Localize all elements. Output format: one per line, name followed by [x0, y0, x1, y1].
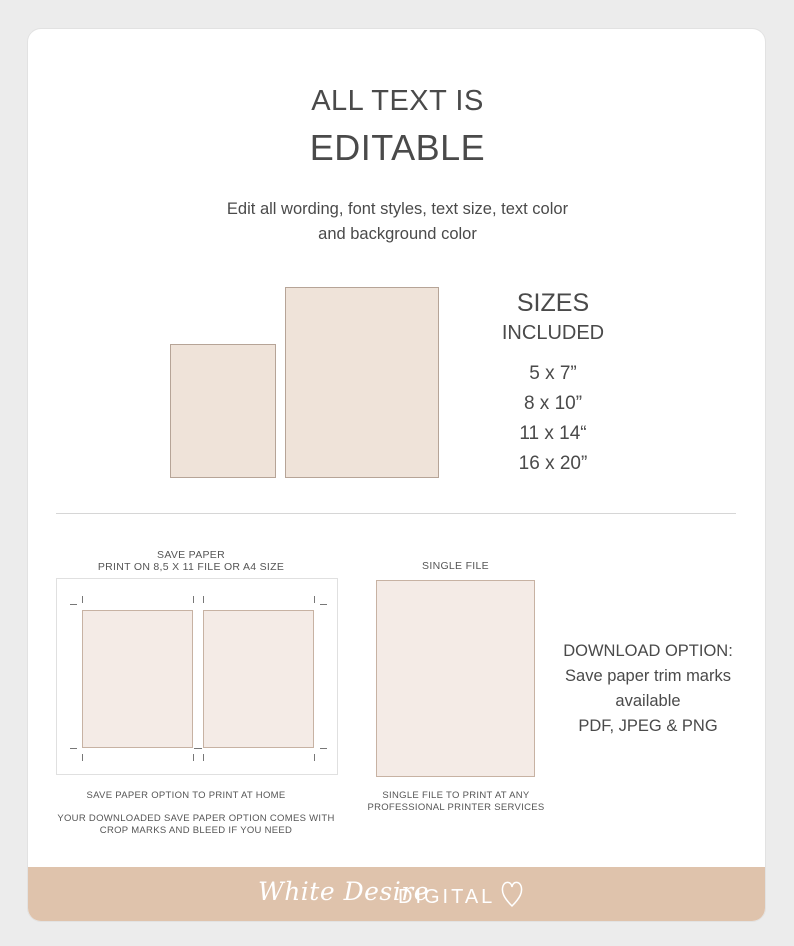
section-divider	[56, 513, 736, 514]
heart-outline-icon	[500, 879, 524, 909]
save-paper-sheet	[56, 578, 338, 775]
crop-mark	[82, 754, 83, 761]
download-options	[548, 639, 748, 739]
single-file-caption	[346, 790, 566, 814]
subheading	[28, 197, 766, 247]
crop-mark	[193, 596, 194, 603]
download-line4: PDF, JPEG & PNG	[578, 717, 718, 735]
size-item: 5 x 7”	[529, 363, 577, 384]
save-paper-note-line1: YOUR DOWNLOADED SAVE PAPER OPTION COMES WITH	[57, 813, 335, 824]
crop-mark	[70, 604, 77, 605]
crop-mark	[314, 596, 315, 603]
single-file-title: SINGLE FILE	[422, 560, 489, 572]
product-card	[27, 28, 766, 922]
crop-mark	[320, 604, 327, 605]
save-paper-note-line2: CROP MARKS AND BLEED IF YOU NEED	[99, 825, 293, 836]
sizes-title: SIZES	[516, 289, 590, 317]
crop-mark	[320, 748, 327, 749]
crop-mark	[203, 596, 204, 603]
crop-mark	[70, 748, 77, 749]
single-file-sheet	[376, 580, 535, 777]
size-item: 8 x 10”	[523, 393, 583, 414]
crop-mark	[203, 754, 204, 761]
download-line2: Save paper trim marks	[565, 667, 731, 685]
crop-mark	[194, 748, 202, 749]
size-item: 11 x 14“	[519, 423, 587, 444]
sheet-panel-right	[203, 610, 314, 748]
crop-mark	[193, 754, 194, 761]
save-paper-title	[56, 549, 326, 573]
crop-mark	[82, 596, 83, 603]
save-paper-note	[46, 813, 346, 837]
save-paper-title-line1: SAVE PAPER	[157, 549, 225, 561]
brand-digital-text: DIGITAL	[398, 886, 496, 908]
heading-line1: ALL TEXT IS	[311, 85, 484, 117]
frame-small-mockup	[170, 344, 276, 478]
brand-script-logo: White Desire	[258, 877, 429, 906]
heading-line2: EDITABLE	[309, 127, 486, 168]
single-file-caption-line2: PROFESSIONAL PRINTER SERVICES	[367, 802, 545, 813]
single-file-caption-line1: SINGLE FILE TO PRINT AT ANY	[382, 790, 530, 801]
sizes-subtitle: INCLUDED	[501, 322, 605, 344]
download-line1: DOWNLOAD OPTION:	[563, 642, 733, 660]
save-paper-title-line2: PRINT ON 8,5 X 11 FILE OR A4 SIZE	[97, 561, 285, 573]
frame-large-mockup	[285, 287, 439, 478]
save-paper-caption: SAVE PAPER OPTION TO PRINT AT HOME	[86, 790, 286, 801]
subheading-line2: and background color	[318, 225, 477, 243]
size-item: 16 x 20”	[518, 453, 588, 474]
brand-footer	[28, 867, 766, 922]
sheet-panel-left	[82, 610, 193, 748]
crop-mark	[314, 754, 315, 761]
subheading-line1: Edit all wording, font styles, text size, text color	[226, 200, 569, 218]
download-line3: available	[615, 692, 681, 710]
